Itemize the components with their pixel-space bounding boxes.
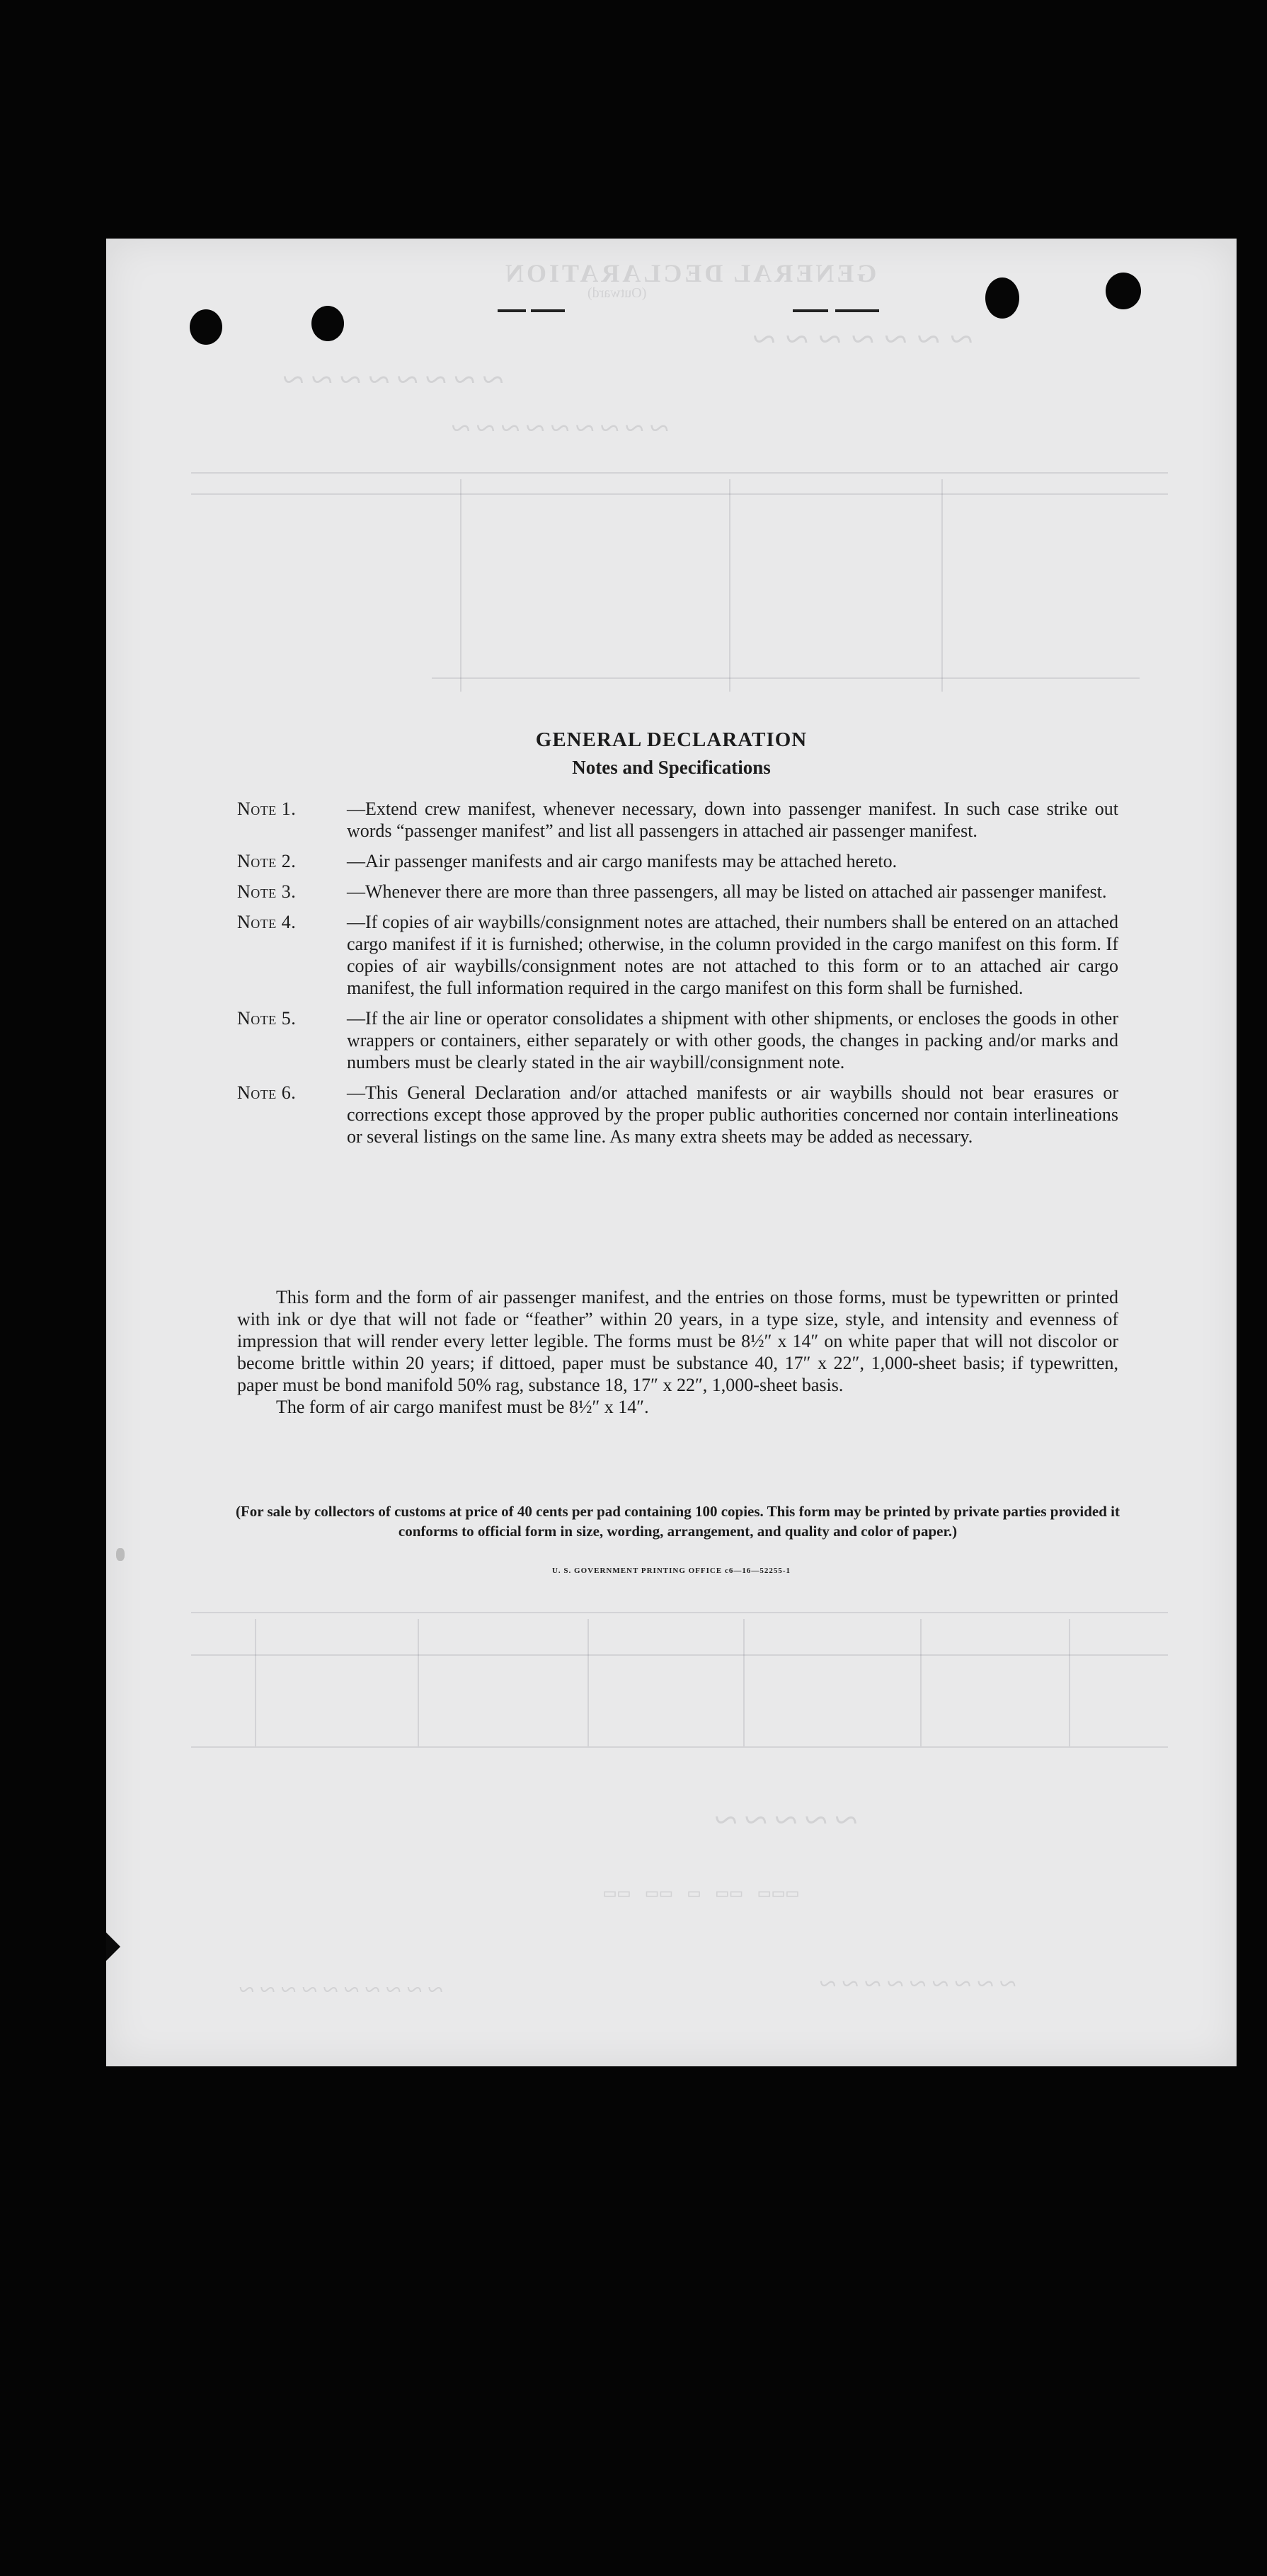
note-text: —This General Declaration and/or attached manifests or air waybills should not bear erasures or corrections except those approved by the proper public authorities concerned nor contain interlineations or several listings on the same line. As many extra sheets may be added as necessary. (347, 1082, 1118, 1147)
note-label: Note 4. (237, 912, 297, 932)
form-specifications (237, 1286, 1118, 1418)
bleed-through-heading: GENERAL DECLARATION (503, 259, 877, 287)
bleed-through-rule (941, 479, 943, 692)
note-item (237, 1082, 1118, 1147)
dash-mark (793, 309, 828, 312)
note-item (237, 1007, 1118, 1073)
punch-hole (1106, 273, 1141, 309)
note-label: Note 2. (237, 851, 297, 871)
dash-mark (531, 309, 565, 312)
sale-notice: (For sale by collectors of customs at price of 40 cents per pad containing 100 copies. This form may be printed by private parties provided it conforms to official form in size, wording, arrangement, and quality and color of paper.) (235, 1503, 1120, 1540)
document-page (106, 239, 1237, 2066)
punch-hole (985, 277, 1019, 319)
bleed-through-rule (191, 1654, 1168, 1656)
bleed-through-handwriting: ~~~~~~~~~ (446, 408, 670, 447)
bleed-through-rule (191, 472, 1168, 474)
dash-mark (498, 309, 526, 312)
bleed-through-handwriting: ~~~~~~~ (743, 316, 974, 362)
bleed-through-subheading: (Outward) (587, 285, 647, 301)
bleed-through-handwriting: ~~~~~ (708, 1797, 859, 1843)
bleed-through-rule (191, 1612, 1168, 1613)
document-title: GENERAL DECLARATION (535, 728, 808, 751)
bleed-through-signature: ~~~~~~~~~ (814, 1967, 1017, 2001)
note-item (237, 911, 1118, 999)
notes-list (237, 798, 1118, 1156)
note-item (237, 798, 1118, 842)
bleed-through-rule (432, 677, 1140, 679)
margin-speck (116, 1548, 125, 1561)
bleed-through-rule (255, 1619, 256, 1746)
note-text: —Whenever there are more than three passengers, all may be listed on attached air passenger manifest. (347, 881, 1107, 902)
note-item (237, 850, 1118, 872)
note-label: Note 5. (237, 1008, 297, 1029)
punch-hole (190, 309, 222, 345)
document-subtitle: Notes and Specifications (572, 757, 771, 778)
note-text: —Extend crew manifest, whenever necessary, down into passenger manifest. In such case strike out words “passenger manifest” and list all passengers in attached air passenger manifest. (347, 798, 1118, 841)
bleed-through-rule (743, 1619, 745, 1746)
note-text: —If the air line or operator consolidates a shipment with other shipments, or encloses the goods in other wrappers or containers, either separately or with other goods, the changes in packing and/or marks and numbers must be clearly stated in the air waybill/consignment note. (347, 1008, 1118, 1072)
dash-mark (835, 309, 879, 312)
bleed-through-stamp: ▭▭▭ ▭▭ ▭ ▭▭ ▭▭ (602, 1884, 798, 1906)
note-text: —Air passenger manifests and air cargo manifests may be attached hereto. (347, 851, 898, 871)
bleed-through-signature: ~~~~~~~~~~ (234, 1974, 444, 2005)
bleed-through-rule (1069, 1619, 1070, 1746)
bleed-through-rule (920, 1619, 922, 1746)
bleed-through-rule (587, 1619, 589, 1746)
bleed-through-rule (460, 479, 461, 692)
bleed-through-rule (418, 1619, 419, 1746)
bleed-through-handwriting: ~~~~~~~~ (276, 358, 505, 402)
bleed-through-rule (191, 493, 1168, 495)
note-text: —If copies of air waybills/consignment notes are attached, their numbers shall be entered on an attached cargo manifest if it is furnished; otherwise, in the column provided in the cargo manifest on this form. If copies of air waybills/consignment notes are not attached to this form or to an attached air cargo manifest, the full information required in the cargo manifest on this form shall be furnished. (347, 912, 1118, 998)
cargo-manifest-size-paragraph: The form of air cargo manifest must be 8½″ x 14″. (276, 1397, 649, 1417)
note-label: Note 1. (237, 798, 297, 819)
bleed-through-rule (191, 1746, 1168, 1748)
bleed-through-rule (729, 479, 730, 692)
page-edge-tab (106, 1933, 120, 1961)
specifications-paragraph: This form and the form of air passenger manifest, and the entries on those forms, must be typewritten or printed with ink or dye that will not fade or “feather” within 20 years, in a type size, style, and intensity and evenness of impression that will render every letter legible. The forms must be 8½″ x 14″ on white paper that will not discolor or become brittle within 20 years; if dittoed, paper must be substance 40, 17″ x 22″, 1,000-sheet basis; if typewritten, paper must be bond manifold 50% rag, substance 18, 17″ x 22″, 1,000-sheet basis. (237, 1287, 1118, 1395)
printing-office-imprint: U. S. GOVERNMENT PRINTING OFFICE c6—16—52255-1 (551, 1567, 791, 1575)
note-label: Note 6. (237, 1082, 297, 1103)
note-item (237, 881, 1118, 903)
note-label: Note 3. (237, 881, 297, 902)
punch-hole (311, 306, 344, 341)
